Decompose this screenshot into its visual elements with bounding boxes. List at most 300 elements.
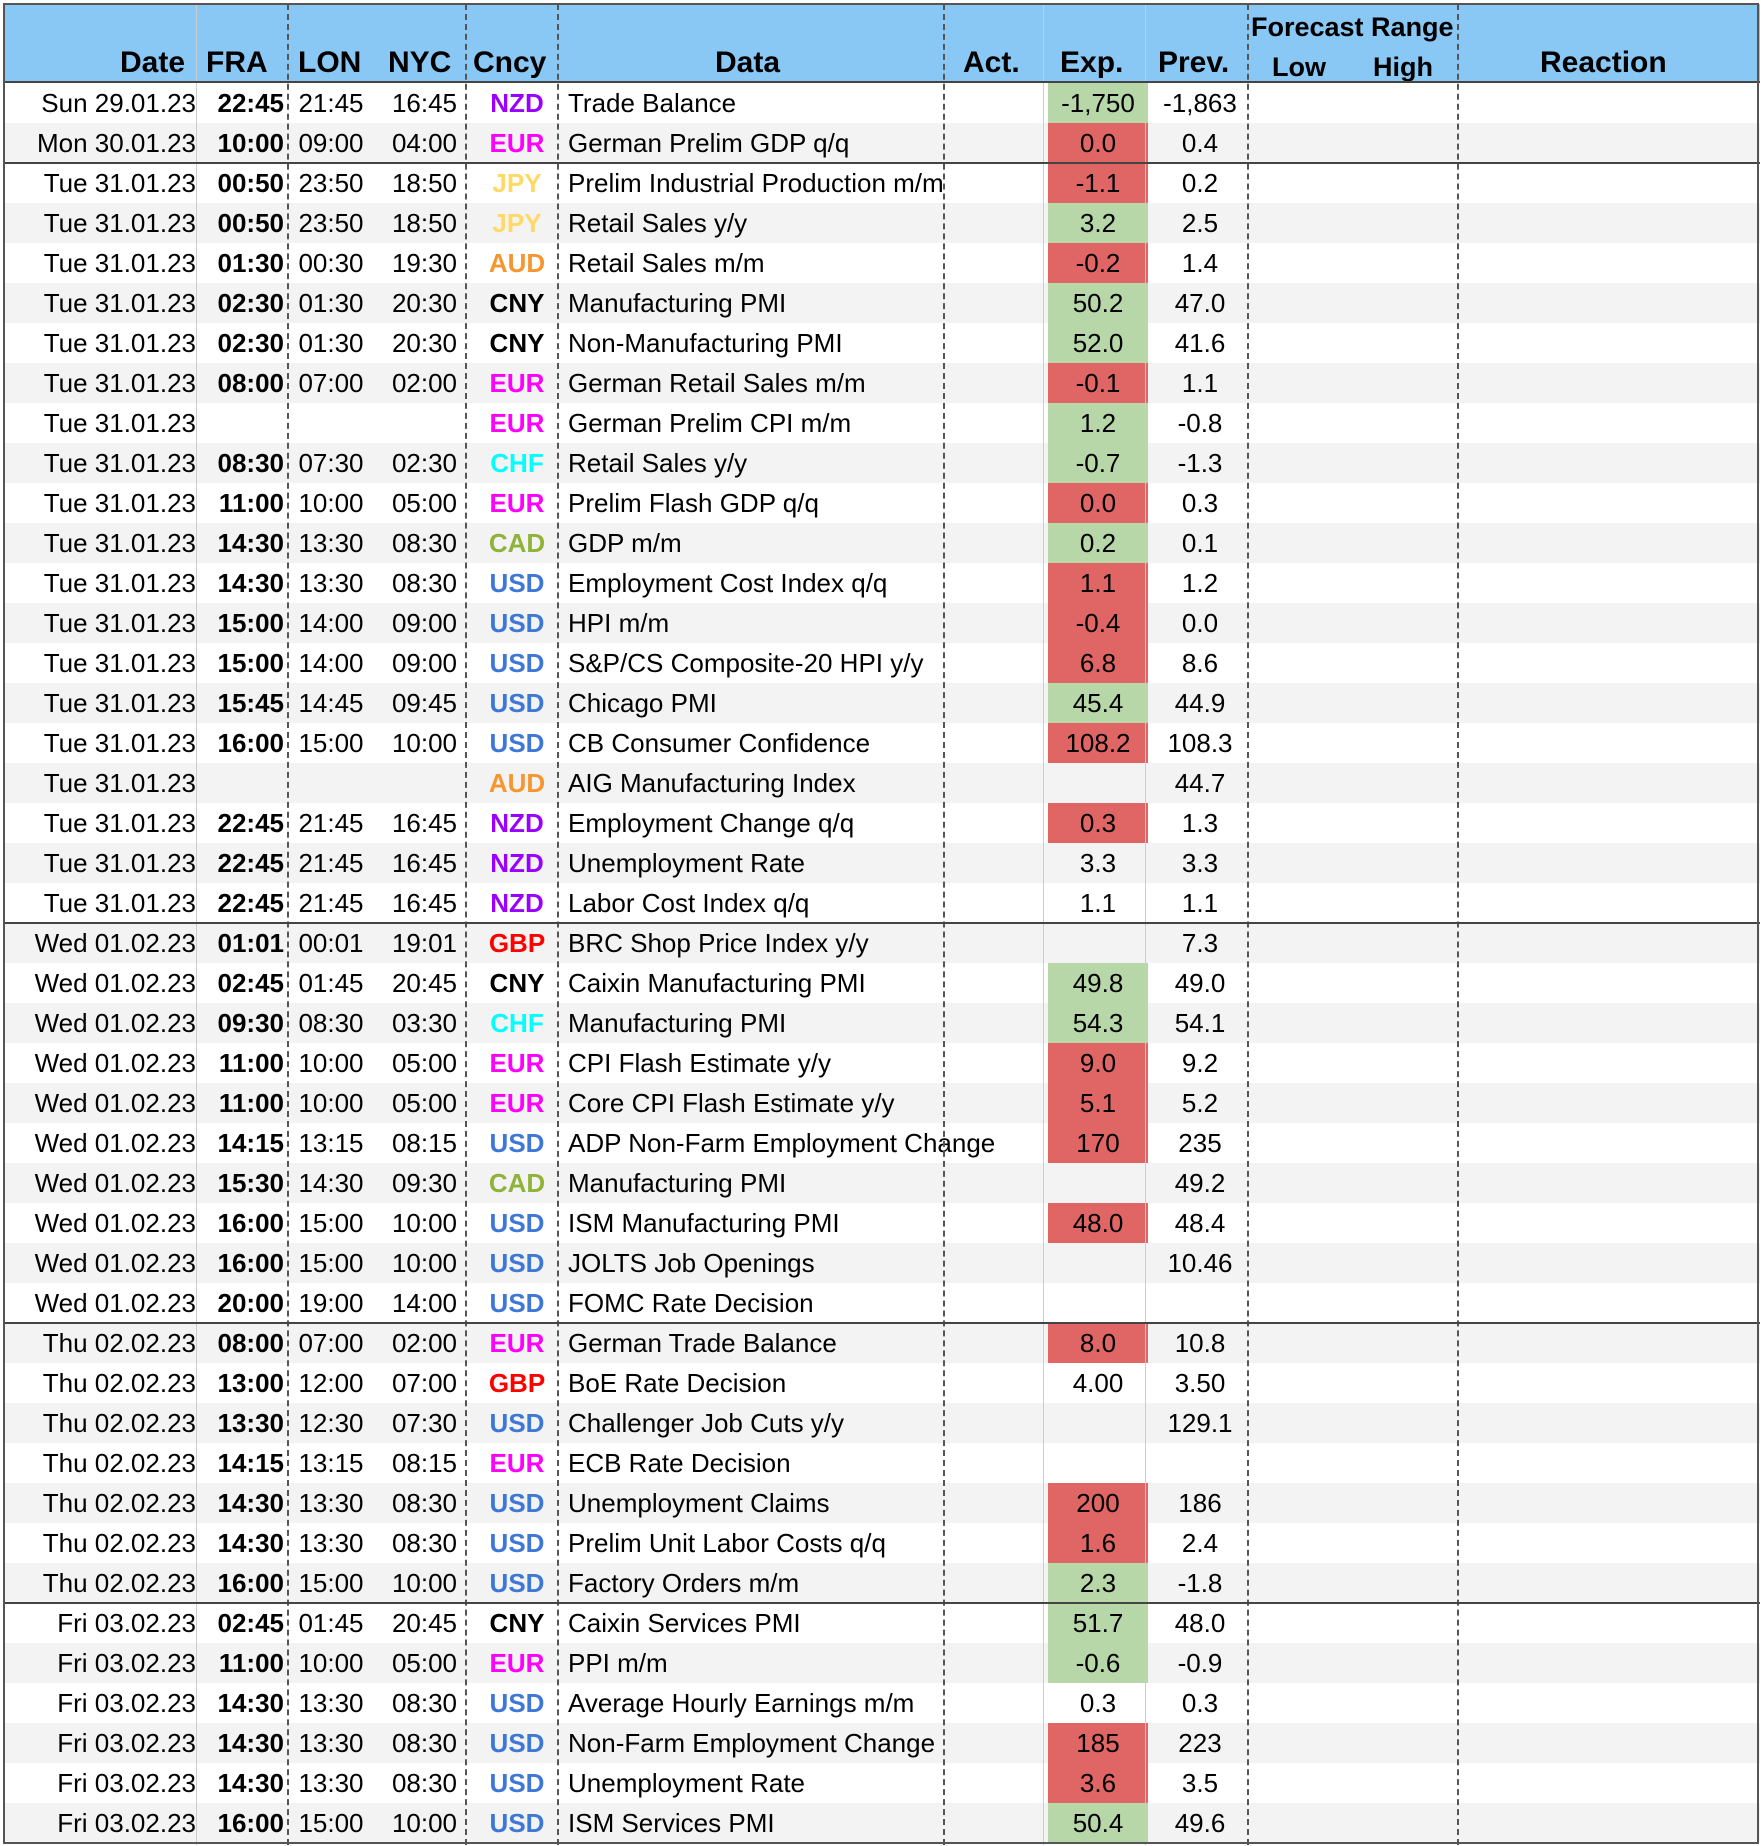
nyc-time-cell[interactable]: 09:30: [391, 1168, 458, 1198]
date-cell[interactable]: Thu 02.02.23: [42, 1408, 196, 1438]
event-name-cell[interactable]: Non-Manufacturing PMI: [568, 328, 843, 358]
date-cell[interactable]: Fri 03.02.23: [57, 1768, 196, 1798]
expected-cell[interactable]: 0.2: [1048, 523, 1148, 563]
previous-cell[interactable]: 0.3: [1181, 488, 1219, 518]
fra-time-cell[interactable]: 13:00: [217, 1368, 284, 1398]
previous-cell[interactable]: 2.5: [1181, 208, 1219, 238]
previous-cell[interactable]: 2.4: [1181, 1528, 1219, 1558]
currency-cell[interactable]: USD: [489, 1688, 545, 1718]
nyc-time-cell[interactable]: 10:00: [391, 1248, 458, 1278]
date-cell[interactable]: Fri 03.02.23: [57, 1648, 196, 1678]
currency-cell[interactable]: NZD: [490, 888, 544, 918]
event-name-cell[interactable]: BRC Shop Price Index y/y: [568, 928, 869, 958]
currency-cell[interactable]: USD: [489, 1488, 545, 1518]
fra-time-cell[interactable]: 00:50: [217, 208, 284, 238]
expected-cell[interactable]: 3.2: [1048, 203, 1148, 243]
event-name-cell[interactable]: Unemployment Claims: [568, 1488, 830, 1518]
currency-cell[interactable]: NZD: [490, 808, 544, 838]
date-cell[interactable]: Tue 31.01.23: [43, 248, 196, 278]
currency-cell[interactable]: EUR: [489, 368, 545, 398]
currency-cell[interactable]: USD: [489, 648, 545, 678]
previous-cell[interactable]: 0.3: [1181, 1688, 1219, 1718]
previous-cell[interactable]: 223: [1178, 1728, 1222, 1758]
currency-cell[interactable]: JPY: [492, 168, 542, 198]
fra-time-cell[interactable]: 16:00: [217, 728, 284, 758]
fra-time-cell[interactable]: 11:00: [218, 488, 284, 518]
date-cell[interactable]: Tue 31.01.23: [43, 328, 196, 358]
currency-cell[interactable]: NZD: [490, 88, 544, 118]
date-cell[interactable]: Wed 01.02.23: [34, 1168, 196, 1198]
fra-time-cell[interactable]: 01:01: [217, 928, 284, 958]
date-cell[interactable]: Tue 31.01.23: [43, 408, 196, 438]
expected-cell[interactable]: 1.6: [1048, 1523, 1148, 1563]
lon-time-cell[interactable]: 15:00: [298, 1568, 364, 1598]
nyc-time-cell[interactable]: 08:30: [391, 1688, 458, 1718]
nyc-time-cell[interactable]: 20:45: [391, 1608, 458, 1638]
previous-cell[interactable]: 0.4: [1181, 128, 1219, 158]
fra-time-cell[interactable]: 02:45: [217, 968, 284, 998]
expected-cell[interactable]: -0.1: [1048, 363, 1148, 403]
lon-time-cell[interactable]: 10:00: [298, 1088, 364, 1118]
currency-cell[interactable]: USD: [489, 1208, 545, 1238]
date-cell[interactable]: Wed 01.02.23: [34, 968, 196, 998]
currency-cell[interactable]: USD: [489, 1808, 545, 1838]
expected-cell[interactable]: -0.2: [1048, 243, 1148, 283]
expected-cell[interactable]: 200: [1048, 1483, 1148, 1523]
currency-cell[interactable]: NZD: [490, 848, 544, 878]
fra-time-cell[interactable]: 08:00: [217, 368, 284, 398]
previous-cell[interactable]: 3.5: [1181, 1768, 1219, 1798]
event-name-cell[interactable]: ECB Rate Decision: [568, 1448, 791, 1478]
previous-cell[interactable]: 3.50: [1174, 1368, 1226, 1398]
date-cell[interactable]: Tue 31.01.23: [43, 528, 196, 558]
fra-time-cell[interactable]: 22:45: [217, 848, 284, 878]
fra-time-cell[interactable]: 22:45: [217, 888, 284, 918]
fra-time-cell[interactable]: 16:00: [217, 1568, 284, 1598]
fra-time-cell[interactable]: 14:30: [217, 568, 284, 598]
nyc-time-cell[interactable]: 04:00: [391, 128, 458, 158]
currency-cell[interactable]: USD: [489, 568, 545, 598]
date-cell[interactable]: Thu 02.02.23: [42, 1528, 196, 1558]
lon-time-cell[interactable]: 01:30: [298, 288, 364, 318]
nyc-time-cell[interactable]: 10:00: [391, 1208, 458, 1238]
event-name-cell[interactable]: Unemployment Rate: [568, 1768, 805, 1798]
event-name-cell[interactable]: Chicago PMI: [568, 688, 717, 718]
date-cell[interactable]: Tue 31.01.23: [43, 688, 196, 718]
nyc-time-cell[interactable]: 14:00: [391, 1288, 458, 1318]
previous-cell[interactable]: 10.46: [1167, 1248, 1233, 1278]
previous-cell[interactable]: -1.3: [1177, 448, 1223, 478]
currency-cell[interactable]: USD: [489, 608, 545, 638]
expected-cell[interactable]: 2.3: [1048, 1563, 1148, 1603]
lon-time-cell[interactable]: 21:45: [298, 808, 364, 838]
previous-cell[interactable]: 0.2: [1181, 168, 1219, 198]
event-name-cell[interactable]: German Prelim CPI m/m: [568, 408, 852, 438]
previous-cell[interactable]: -1,863: [1163, 88, 1237, 118]
expected-cell[interactable]: 50.2: [1048, 283, 1148, 323]
event-name-cell[interactable]: Retail Sales y/y: [568, 208, 748, 238]
lon-time-cell[interactable]: 14:00: [298, 608, 364, 638]
currency-cell[interactable]: AUD: [488, 768, 546, 798]
nyc-time-cell[interactable]: 07:00: [391, 1368, 458, 1398]
nyc-time-cell[interactable]: 08:30: [391, 1488, 458, 1518]
event-name-cell[interactable]: Manufacturing PMI: [568, 288, 787, 318]
previous-cell[interactable]: 9.2: [1181, 1048, 1219, 1078]
expected-cell[interactable]: 54.3: [1048, 1003, 1148, 1043]
event-name-cell[interactable]: Factory Orders m/m: [568, 1568, 800, 1598]
currency-cell[interactable]: CHF: [490, 448, 544, 478]
event-name-cell[interactable]: ISM Services PMI: [568, 1808, 775, 1838]
date-cell[interactable]: Wed 01.02.23: [34, 1248, 196, 1278]
date-cell[interactable]: Tue 31.01.23: [43, 608, 196, 638]
currency-cell[interactable]: USD: [489, 1728, 545, 1758]
event-name-cell[interactable]: Caixin Services PMI: [568, 1608, 801, 1638]
lon-time-cell[interactable]: 13:30: [298, 1528, 364, 1558]
lon-time-cell[interactable]: 13:15: [298, 1128, 364, 1158]
currency-cell[interactable]: CAD: [488, 528, 546, 558]
lon-time-cell[interactable]: 15:00: [298, 1808, 364, 1838]
fra-time-cell[interactable]: 13:30: [217, 1408, 284, 1438]
nyc-time-cell[interactable]: 09:45: [391, 688, 458, 718]
lon-time-cell[interactable]: 15:00: [298, 1208, 364, 1238]
previous-cell[interactable]: 1.1: [1181, 888, 1219, 918]
date-cell[interactable]: Fri 03.02.23: [57, 1688, 196, 1718]
event-name-cell[interactable]: Trade Balance: [568, 88, 737, 118]
nyc-time-cell[interactable]: 16:45: [391, 88, 458, 118]
previous-cell[interactable]: 1.3: [1181, 808, 1219, 838]
fra-time-cell[interactable]: 16:00: [217, 1808, 284, 1838]
event-name-cell[interactable]: German Prelim GDP q/q: [568, 128, 850, 158]
date-cell[interactable]: Tue 31.01.23: [43, 368, 196, 398]
lon-time-cell[interactable]: 23:50: [298, 168, 364, 198]
nyc-time-cell[interactable]: 20:45: [391, 968, 458, 998]
previous-cell[interactable]: 10.8: [1174, 1328, 1226, 1358]
event-name-cell[interactable]: Average Hourly Earnings m/m: [568, 1688, 915, 1718]
expected-cell[interactable]: 48.0: [1048, 1203, 1148, 1243]
expected-cell[interactable]: -0.7: [1048, 443, 1148, 483]
expected-cell[interactable]: 3.3: [1079, 848, 1117, 878]
event-name-cell[interactable]: Prelim Unit Labor Costs q/q: [568, 1528, 886, 1558]
currency-cell[interactable]: EUR: [489, 1648, 545, 1678]
previous-cell[interactable]: 1.2: [1181, 568, 1219, 598]
previous-cell[interactable]: 129.1: [1167, 1408, 1233, 1438]
currency-cell[interactable]: USD: [489, 1768, 545, 1798]
currency-cell[interactable]: CNY: [489, 328, 545, 358]
previous-cell[interactable]: -1.8: [1177, 1568, 1223, 1598]
previous-cell[interactable]: 108.3: [1167, 728, 1233, 758]
lon-time-cell[interactable]: 07:00: [298, 1328, 364, 1358]
previous-cell[interactable]: 235: [1178, 1128, 1222, 1158]
nyc-time-cell[interactable]: 16:45: [391, 888, 458, 918]
event-name-cell[interactable]: JOLTS Job Openings: [568, 1248, 815, 1278]
event-name-cell[interactable]: CPI Flash Estimate y/y: [568, 1048, 831, 1078]
lon-time-cell[interactable]: 10:00: [298, 1048, 364, 1078]
date-cell[interactable]: Wed 01.02.23: [34, 1048, 196, 1078]
previous-cell[interactable]: 48.4: [1174, 1208, 1226, 1238]
nyc-time-cell[interactable]: 05:00: [391, 1048, 458, 1078]
date-cell[interactable]: Fri 03.02.23: [57, 1728, 196, 1758]
expected-cell[interactable]: 1.1: [1048, 563, 1148, 603]
nyc-time-cell[interactable]: 08:30: [391, 528, 458, 558]
currency-cell[interactable]: CNY: [489, 968, 545, 998]
currency-cell[interactable]: EUR: [489, 1448, 545, 1478]
previous-cell[interactable]: 54.1: [1174, 1008, 1226, 1038]
previous-cell[interactable]: -0.9: [1177, 1648, 1223, 1678]
date-cell[interactable]: Tue 31.01.23: [43, 208, 196, 238]
event-name-cell[interactable]: ADP Non-Farm Employment Change: [568, 1128, 996, 1158]
event-name-cell[interactable]: Unemployment Rate: [568, 848, 805, 878]
fra-time-cell[interactable]: 09:30: [217, 1008, 284, 1038]
fra-time-cell[interactable]: 10:00: [217, 128, 284, 158]
currency-cell[interactable]: USD: [489, 1528, 545, 1558]
nyc-time-cell[interactable]: 10:00: [391, 1568, 458, 1598]
event-name-cell[interactable]: Non-Farm Employment Change: [568, 1728, 936, 1758]
date-cell[interactable]: Thu 02.02.23: [42, 1368, 196, 1398]
previous-cell[interactable]: 48.0: [1174, 1608, 1226, 1638]
date-cell[interactable]: Wed 01.02.23: [34, 1128, 196, 1158]
date-cell[interactable]: Tue 31.01.23: [43, 648, 196, 678]
event-name-cell[interactable]: S&P/CS Composite-20 HPI y/y: [568, 648, 924, 678]
lon-time-cell[interactable]: 12:00: [298, 1368, 364, 1398]
nyc-time-cell[interactable]: 02:00: [391, 368, 458, 398]
lon-time-cell[interactable]: 15:00: [298, 1248, 364, 1278]
date-cell[interactable]: Tue 31.01.23: [43, 848, 196, 878]
event-name-cell[interactable]: CB Consumer Confidence: [568, 728, 871, 758]
currency-cell[interactable]: CNY: [489, 1608, 545, 1638]
event-name-cell[interactable]: FOMC Rate Decision: [568, 1288, 814, 1318]
fra-time-cell[interactable]: 14:30: [217, 1528, 284, 1558]
lon-time-cell[interactable]: 13:30: [298, 568, 364, 598]
lon-time-cell[interactable]: 01:30: [298, 328, 364, 358]
fra-time-cell[interactable]: 14:30: [217, 1728, 284, 1758]
currency-cell[interactable]: USD: [489, 1128, 545, 1158]
lon-time-cell[interactable]: 00:01: [298, 928, 364, 958]
nyc-time-cell[interactable]: 02:00: [391, 1328, 458, 1358]
lon-time-cell[interactable]: 07:00: [298, 368, 364, 398]
expected-cell[interactable]: 50.4: [1048, 1803, 1148, 1843]
nyc-time-cell[interactable]: 18:50: [391, 168, 458, 198]
event-name-cell[interactable]: Retail Sales y/y: [568, 448, 748, 478]
currency-cell[interactable]: USD: [489, 1248, 545, 1278]
lon-time-cell[interactable]: 01:45: [298, 968, 364, 998]
fra-time-cell[interactable]: 15:00: [217, 648, 284, 678]
currency-cell[interactable]: JPY: [492, 208, 542, 238]
currency-cell[interactable]: USD: [489, 688, 545, 718]
previous-cell[interactable]: 47.0: [1174, 288, 1226, 318]
expected-cell[interactable]: -0.6: [1048, 1643, 1148, 1683]
lon-time-cell[interactable]: 23:50: [298, 208, 364, 238]
event-name-cell[interactable]: GDP m/m: [568, 528, 682, 558]
nyc-time-cell[interactable]: 05:00: [391, 488, 458, 518]
previous-cell[interactable]: 0.0: [1181, 608, 1219, 638]
lon-time-cell[interactable]: 15:00: [298, 728, 364, 758]
fra-time-cell[interactable]: 22:45: [217, 808, 284, 838]
previous-cell[interactable]: 186: [1178, 1488, 1222, 1518]
lon-time-cell[interactable]: 01:45: [298, 1608, 364, 1638]
nyc-time-cell[interactable]: 08:30: [391, 1528, 458, 1558]
date-cell[interactable]: Wed 01.02.23: [34, 928, 196, 958]
event-name-cell[interactable]: German Trade Balance: [568, 1328, 837, 1358]
currency-cell[interactable]: EUR: [489, 1328, 545, 1358]
currency-cell[interactable]: EUR: [489, 488, 545, 518]
expected-cell[interactable]: 0.3: [1079, 1688, 1117, 1718]
nyc-time-cell[interactable]: 16:45: [391, 848, 458, 878]
event-name-cell[interactable]: Prelim Flash GDP q/q: [568, 488, 819, 518]
date-cell[interactable]: Tue 31.01.23: [43, 888, 196, 918]
lon-time-cell[interactable]: 19:00: [298, 1288, 364, 1318]
fra-time-cell[interactable]: 15:00: [217, 608, 284, 638]
currency-cell[interactable]: EUR: [489, 1088, 545, 1118]
previous-cell[interactable]: 44.7: [1174, 768, 1226, 798]
previous-cell[interactable]: 1.4: [1181, 248, 1219, 278]
date-cell[interactable]: Thu 02.02.23: [42, 1488, 196, 1518]
event-name-cell[interactable]: AIG Manufacturing Index: [568, 768, 856, 798]
fra-time-cell[interactable]: 14:30: [217, 528, 284, 558]
fra-time-cell[interactable]: 11:00: [218, 1648, 284, 1678]
nyc-time-cell[interactable]: 03:30: [391, 1008, 458, 1038]
event-name-cell[interactable]: Employment Cost Index q/q: [568, 568, 888, 598]
date-cell[interactable]: Thu 02.02.23: [42, 1568, 196, 1598]
lon-time-cell[interactable]: 13:15: [298, 1448, 364, 1478]
date-cell[interactable]: Tue 31.01.23: [43, 168, 196, 198]
expected-cell[interactable]: 1.2: [1048, 403, 1148, 443]
expected-cell[interactable]: 1.1: [1079, 888, 1117, 918]
event-name-cell[interactable]: ISM Manufacturing PMI: [568, 1208, 840, 1238]
lon-time-cell[interactable]: 13:30: [298, 528, 364, 558]
fra-time-cell[interactable]: 00:50: [217, 168, 284, 198]
currency-cell[interactable]: USD: [489, 1568, 545, 1598]
currency-cell[interactable]: USD: [489, 1288, 545, 1318]
expected-cell[interactable]: 0.3: [1048, 803, 1148, 843]
nyc-time-cell[interactable]: 20:30: [391, 288, 458, 318]
date-cell[interactable]: Tue 31.01.23: [43, 488, 196, 518]
expected-cell[interactable]: 9.0: [1048, 1043, 1148, 1083]
nyc-time-cell[interactable]: 19:30: [391, 248, 458, 278]
expected-cell[interactable]: 45.4: [1048, 683, 1148, 723]
currency-cell[interactable]: GBP: [488, 1368, 546, 1398]
expected-cell[interactable]: 3.6: [1048, 1763, 1148, 1803]
nyc-time-cell[interactable]: 08:15: [391, 1448, 458, 1478]
expected-cell[interactable]: -0.4: [1048, 603, 1148, 643]
fra-time-cell[interactable]: 14:30: [217, 1488, 284, 1518]
date-cell[interactable]: Wed 01.02.23: [34, 1288, 196, 1318]
nyc-time-cell[interactable]: 16:45: [391, 808, 458, 838]
fra-time-cell[interactable]: 14:15: [217, 1128, 284, 1158]
date-cell[interactable]: Mon 30.01.23: [36, 128, 196, 158]
nyc-time-cell[interactable]: 07:30: [391, 1408, 458, 1438]
nyc-time-cell[interactable]: 10:00: [391, 728, 458, 758]
event-name-cell[interactable]: Challenger Job Cuts y/y: [568, 1408, 845, 1438]
expected-cell[interactable]: 185: [1048, 1723, 1148, 1763]
expected-cell[interactable]: 4.00: [1072, 1368, 1124, 1398]
event-name-cell[interactable]: Employment Change q/q: [568, 808, 855, 838]
lon-time-cell[interactable]: 07:30: [298, 448, 364, 478]
previous-cell[interactable]: 8.6: [1181, 648, 1219, 678]
date-cell[interactable]: Tue 31.01.23: [43, 568, 196, 598]
lon-time-cell[interactable]: 10:00: [298, 488, 364, 518]
nyc-time-cell[interactable]: 20:30: [391, 328, 458, 358]
fra-time-cell[interactable]: 01:30: [217, 248, 284, 278]
nyc-time-cell[interactable]: 05:00: [391, 1648, 458, 1678]
event-name-cell[interactable]: Core CPI Flash Estimate y/y: [568, 1088, 895, 1118]
previous-cell[interactable]: 49.0: [1174, 968, 1226, 998]
previous-cell[interactable]: 0.1: [1181, 528, 1219, 558]
event-name-cell[interactable]: PPI m/m: [568, 1648, 668, 1678]
fra-time-cell[interactable]: 22:45: [217, 88, 284, 118]
event-name-cell[interactable]: Caixin Manufacturing PMI: [568, 968, 866, 998]
currency-cell[interactable]: GBP: [488, 928, 546, 958]
lon-time-cell[interactable]: 10:00: [298, 1648, 364, 1678]
fra-time-cell[interactable]: 16:00: [217, 1208, 284, 1238]
currency-cell[interactable]: EUR: [489, 128, 545, 158]
event-name-cell[interactable]: Manufacturing PMI: [568, 1168, 787, 1198]
previous-cell[interactable]: 1.1: [1181, 368, 1219, 398]
previous-cell[interactable]: -0.8: [1177, 408, 1223, 438]
expected-cell[interactable]: -1,750: [1048, 83, 1148, 123]
currency-cell[interactable]: CNY: [489, 288, 545, 318]
expected-cell[interactable]: 0.0: [1048, 483, 1148, 523]
fra-time-cell[interactable]: 08:00: [217, 1328, 284, 1358]
lon-time-cell[interactable]: 21:45: [298, 848, 364, 878]
nyc-time-cell[interactable]: 10:00: [391, 1808, 458, 1838]
fra-time-cell[interactable]: 08:30: [217, 448, 284, 478]
lon-time-cell[interactable]: 08:30: [298, 1008, 364, 1038]
nyc-time-cell[interactable]: 09:00: [391, 648, 458, 678]
previous-cell[interactable]: 49.6: [1174, 1808, 1226, 1838]
currency-cell[interactable]: CHF: [490, 1008, 544, 1038]
expected-cell[interactable]: 108.2: [1048, 723, 1148, 763]
nyc-time-cell[interactable]: 05:00: [391, 1088, 458, 1118]
lon-time-cell[interactable]: 21:45: [298, 888, 364, 918]
date-cell[interactable]: Sun 29.01.23: [41, 88, 196, 118]
expected-cell[interactable]: 51.7: [1048, 1603, 1148, 1643]
lon-time-cell[interactable]: 13:30: [298, 1688, 364, 1718]
currency-cell[interactable]: USD: [489, 728, 545, 758]
nyc-time-cell[interactable]: 08:30: [391, 1768, 458, 1798]
expected-cell[interactable]: 5.1: [1048, 1083, 1148, 1123]
lon-time-cell[interactable]: 13:30: [298, 1768, 364, 1798]
event-name-cell[interactable]: HPI m/m: [568, 608, 670, 638]
lon-time-cell[interactable]: 21:45: [298, 88, 364, 118]
expected-cell[interactable]: 6.8: [1048, 643, 1148, 683]
nyc-time-cell[interactable]: 09:00: [391, 608, 458, 638]
date-cell[interactable]: Wed 01.02.23: [34, 1008, 196, 1038]
currency-cell[interactable]: CAD: [488, 1168, 546, 1198]
fra-time-cell[interactable]: 15:45: [217, 688, 284, 718]
fra-time-cell[interactable]: 14:30: [217, 1688, 284, 1718]
fra-time-cell[interactable]: 11:00: [218, 1048, 284, 1078]
date-cell[interactable]: Wed 01.02.23: [34, 1208, 196, 1238]
expected-cell[interactable]: 8.0: [1048, 1323, 1148, 1363]
previous-cell[interactable]: 41.6: [1174, 328, 1226, 358]
date-cell[interactable]: Tue 31.01.23: [43, 448, 196, 478]
expected-cell[interactable]: 170: [1048, 1123, 1148, 1163]
expected-cell[interactable]: -1.1: [1048, 163, 1148, 203]
fra-time-cell[interactable]: 02:30: [217, 328, 284, 358]
previous-cell[interactable]: 5.2: [1181, 1088, 1219, 1118]
event-name-cell[interactable]: Labor Cost Index q/q: [568, 888, 810, 918]
currency-cell[interactable]: AUD: [488, 248, 546, 278]
fra-time-cell[interactable]: 16:00: [217, 1248, 284, 1278]
nyc-time-cell[interactable]: 02:30: [391, 448, 458, 478]
nyc-time-cell[interactable]: 19:01: [391, 928, 458, 958]
lon-time-cell[interactable]: 13:30: [298, 1728, 364, 1758]
date-cell[interactable]: Tue 31.01.23: [43, 728, 196, 758]
previous-cell[interactable]: 3.3: [1181, 848, 1219, 878]
nyc-time-cell[interactable]: 08:30: [391, 1728, 458, 1758]
previous-cell[interactable]: 49.2: [1174, 1168, 1226, 1198]
fra-time-cell[interactable]: 11:00: [218, 1088, 284, 1118]
